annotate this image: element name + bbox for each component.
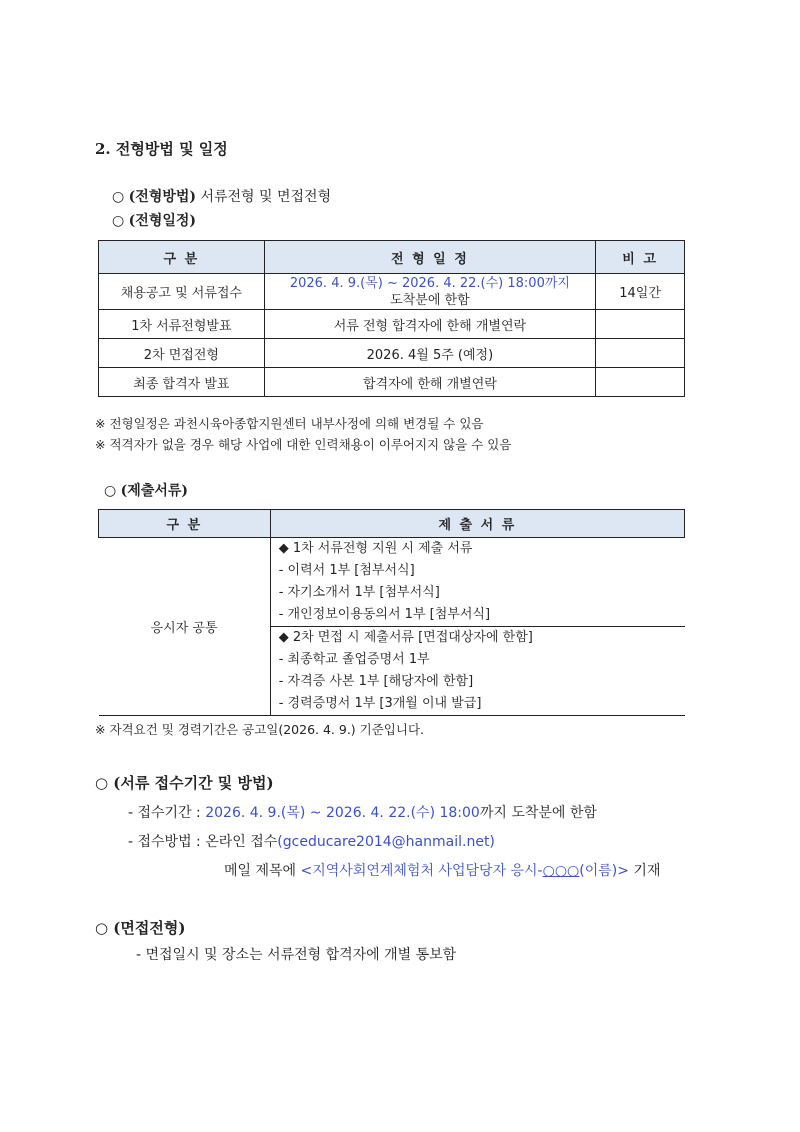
period-label: - 접수기간 : — [128, 805, 201, 821]
documents-heading — [104, 480, 188, 500]
documents-note: ※ 자격요건 및 경력기간은 공고일(2026. 4. 9.) 기준입니다. — [95, 722, 425, 737]
row-schedule: 합격자에 한해 개별연락 — [264, 368, 595, 397]
period-suffix: 까지 도착분에 한함 — [479, 805, 597, 821]
row-note: 14일간 — [596, 274, 685, 310]
table-row — [99, 368, 685, 397]
row-documents — [270, 538, 684, 716]
header-category: 구 분 — [99, 241, 265, 274]
table-row — [99, 339, 685, 368]
method-label: (전형방법) — [128, 189, 197, 205]
header-schedule: 전 형 일 정 — [264, 241, 595, 274]
mail-suffix: 기재 — [633, 863, 661, 879]
interview-heading: ○ (면접전형) — [95, 919, 186, 937]
application-method — [128, 831, 495, 851]
row-category: 2차 면접전형 — [99, 339, 265, 368]
schedule-label: (전형일정) — [128, 213, 197, 229]
document-item: - 자격증 사본 1부 [해당자에 한함] — [278, 674, 474, 689]
mail-subject-start: <지역사회연계체험처 사업담당자 응시- — [300, 863, 543, 879]
document-group-title: ◆ 2차 면접 시 제출서류 [면접대상자에 한함] — [278, 630, 533, 645]
header-category: 구 분 — [99, 510, 271, 538]
row-category: 응시자 공통 — [99, 538, 271, 716]
application-email-link[interactable]: (gceducare2014@hanmail.net) — [277, 834, 495, 850]
section-title: 2. 전형방법 및 일정 — [95, 140, 228, 158]
document-item: - 개인정보이용동의서 1부 [첨부서식] — [278, 607, 491, 622]
application-period — [128, 802, 597, 822]
row-note — [596, 368, 685, 397]
row-note — [596, 339, 685, 368]
document-item: - 이력서 1부 [첨부서식] — [278, 563, 415, 578]
document-item: - 최종학교 졸업증명서 1부 — [278, 652, 430, 667]
row-note — [596, 310, 685, 339]
document-group-title: ◆ 1차 서류전형 지원 시 제출 서류 — [278, 541, 473, 556]
document-group-1 — [271, 538, 685, 626]
document-item: - 자기소개서 1부 [첨부서식] — [278, 585, 440, 600]
schedule-period-suffix: 도착분에 한함 — [390, 292, 470, 308]
period-value: 2026. 4. 9.(목) ~ 2026. 4. 22.(수) 18:00 — [205, 805, 480, 821]
mail-prefix: 메일 제목에 — [224, 863, 297, 879]
schedule-table — [98, 240, 685, 397]
method-text: 서류전형 및 면접전형 — [200, 189, 332, 205]
circle-marker-icon: ○ — [112, 189, 125, 205]
table-row — [99, 538, 685, 716]
row-category: 채용공고 및 서류접수 — [99, 274, 265, 310]
table-row — [99, 310, 685, 339]
mail-subject-name: ○○○ — [542, 863, 580, 879]
row-schedule: 서류 전형 합격자에 한해 개별연락 — [264, 310, 595, 339]
circle-marker-icon: ○ — [104, 483, 117, 499]
schedule-note: ※ 전형일정은 과천시육아종합지원센터 내부사정에 의해 변경될 수 있음 — [95, 416, 484, 431]
documents-table — [98, 509, 685, 716]
row-category: 1차 서류전형발표 — [99, 310, 265, 339]
document-item: - 경력증명서 1부 [3개월 이내 발급] — [278, 696, 482, 711]
interview-text: - 면접일시 및 장소는 서류전형 합격자에 개별 통보함 — [136, 947, 457, 963]
header-documents: 제 출 서 류 — [270, 510, 684, 538]
row-category: 최종 합격자 발표 — [99, 368, 265, 397]
circle-marker-icon: ○ — [112, 213, 125, 229]
table-row — [99, 274, 685, 310]
mail-subject — [301, 863, 629, 879]
documents-label: (제출서류) — [120, 483, 189, 499]
table-header-row — [99, 510, 685, 538]
document-group-2 — [271, 626, 685, 715]
method-label: - 접수방법 : 온라인 접수 — [128, 834, 278, 850]
application-heading: ○ (서류 접수기간 및 방법) — [95, 774, 274, 792]
schedule-note: ※ 적격자가 없을 경우 해당 사업에 대한 인력채용이 이루어지지 않을 수 있음 — [95, 437, 512, 452]
method-line — [112, 186, 331, 206]
mail-subject-end: (이름)> — [579, 863, 629, 879]
header-note: 비 고 — [596, 241, 685, 274]
mail-subject-line — [224, 860, 660, 880]
row-schedule: 2026. 4월 5주 (예정) — [264, 339, 595, 368]
table-header-row — [99, 241, 685, 274]
schedule-period: 2026. 4. 9.(목) ~ 2026. 4. 22.(수) 18:00까지 — [289, 275, 570, 291]
schedule-heading — [112, 210, 196, 230]
row-schedule — [264, 274, 595, 310]
